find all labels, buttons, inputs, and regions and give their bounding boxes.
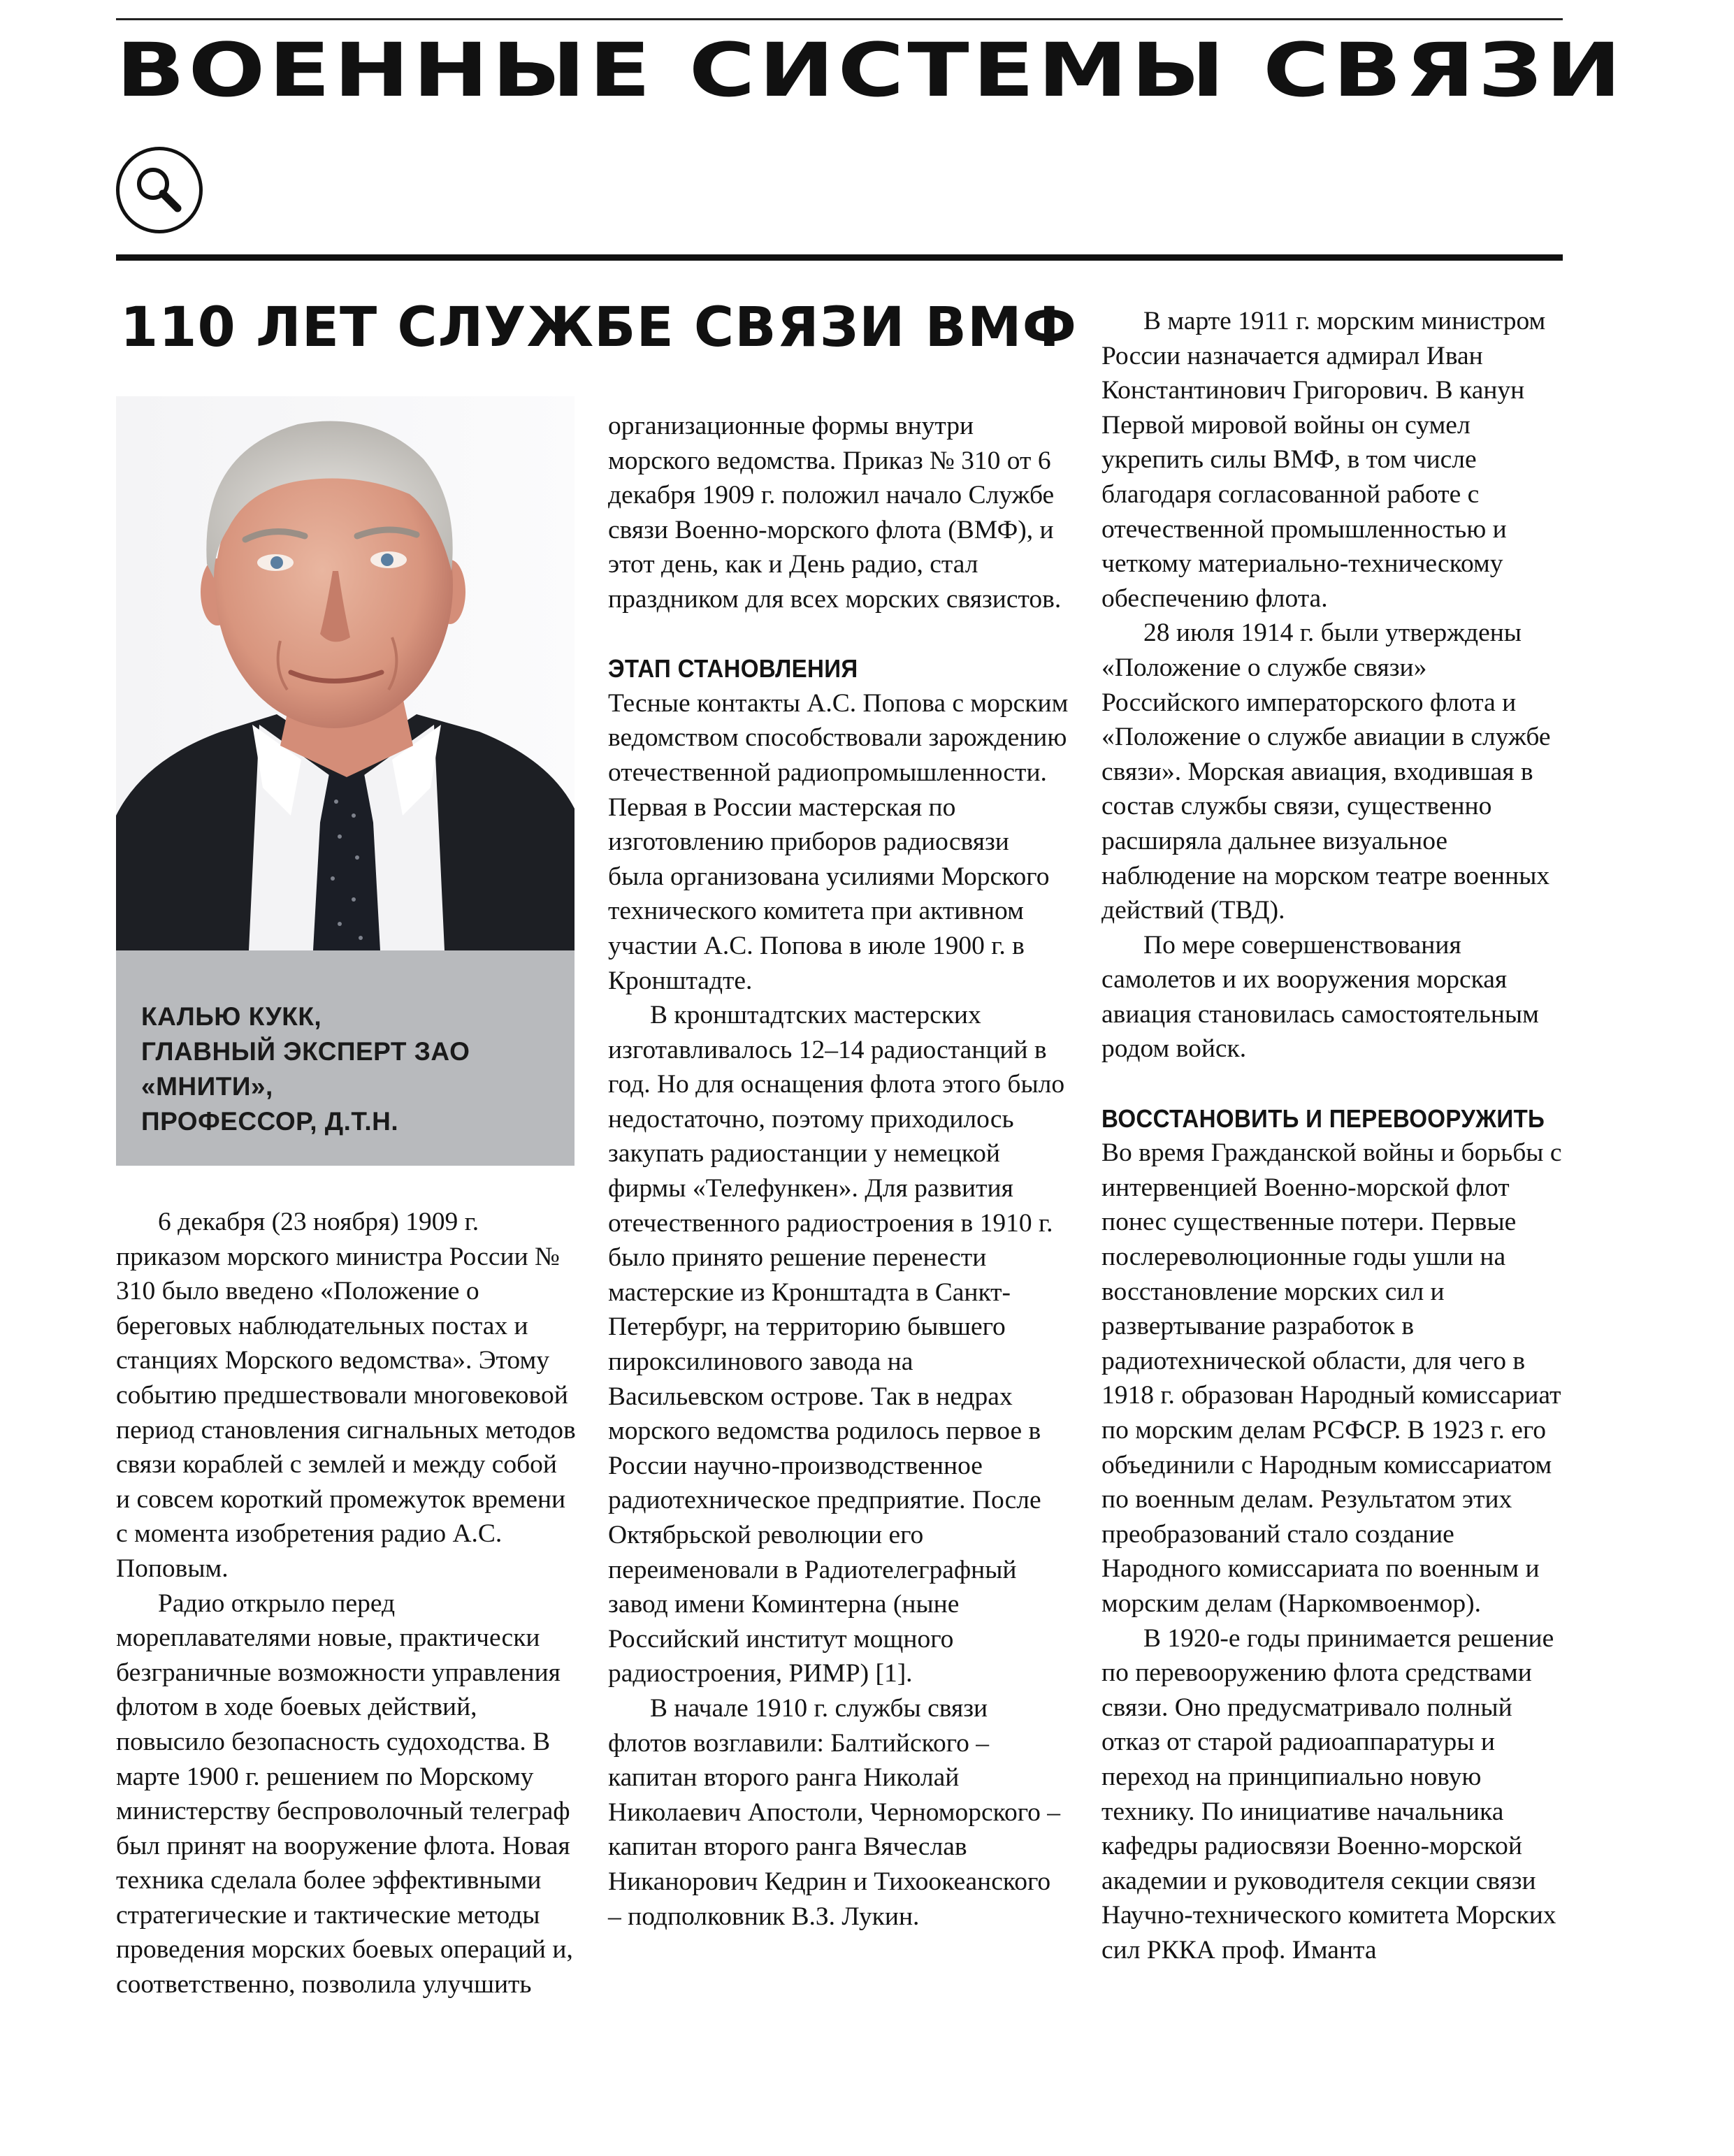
paragraph: В начале 1910 г. службы связи флотов возглавили: Балтийского – капитан второго ранга Николай Николаевич Апостоли, Черноморского – капитан второго ранга Вячеслав Никанорович Кедрин и Тихоокеанского – подполковник В.З. Лукин. — [608, 1693, 1061, 1931]
paragraph: 28 июля 1914 г. были утверждены «Положение о службе связи» Российского императорского флота и «Положение о службе авиации в службе связи». Морская авиация, входившая в состав службы связи, существенно расширяла дальнее визуальное наблюдение на морском театре военных действий (ТВД). — [1101, 618, 1551, 925]
article-title: 110 ЛЕТ СЛУЖБЕ СВЯЗИ ВМФ — [120, 296, 1077, 359]
subheading-stanovlenie: ЭТАП СТАНОВЛЕНИЯ — [608, 654, 858, 683]
section-title: ВОЕННЫЕ СИСТЕМЫ СВЯЗИ — [116, 27, 1625, 113]
paragraph: Тесные контакты А.С. Попова с морским ведомством способствовали зарождению отечественной радиопромышленности. Первая в России мастерская по изготовлению приборов радиосвязи была организована усилиями Морского технического комитета при активном участии А.С. Попова в июле 1900 г. в Кронштадте. — [608, 688, 1069, 995]
author-photo — [116, 396, 575, 950]
paragraph: 6 декабря (23 ноября) 1909 г. приказом морского министра России № 310 было введено «Положение о береговых наблюдательных постах и станциях Морского ведомства». Этому событию предшествовали многовековой период становления сигнальных методов связи кораблей с землей и между собой и совсем короткий промежуток времени с момента изобретения радио А.С. Поповым. — [116, 1208, 576, 1583]
column-2 — [608, 409, 1069, 1934]
author-degree: ПРОФЕССОР, Д.Т.Н. — [141, 1107, 399, 1136]
author-name: КАЛЬЮ КУКК, — [141, 1002, 322, 1031]
column-3 — [1101, 304, 1563, 1968]
header-rule — [116, 254, 1563, 261]
column-1 — [116, 1205, 577, 2002]
search-icon — [131, 162, 187, 218]
paragraph: Радио открыло перед мореплавателями новые, практически безграничные возможности управления флотом в ходе боевых действий, повысило безопасность судоходства. В марте 1900 г. решением по Морскому министерству беспроволочный телеграф был принят на вооружение флота. Новая техника сделала более эффективными стратегические и тактические методы проведения морских боевых операций и, соответственно, позволила улучшить — [116, 1589, 573, 1999]
paragraph: Во время Гражданской войны и борьбы с интервенцией Военно-морской флот понес существенные потери. Первые послереволюционные годы ушли на восстановление морских сил и развертывание разработок в радиотехнической области, для чего в 1918 г. образован Народный комиссариат по морским делам РСФСР. В 1923 г. его объединили с Народным комиссариатом по военным делам. Результатом этих преобразований стало создание Народного комиссариата по военным и морским делам (Наркомвоенмор). — [1101, 1138, 1562, 1618]
search-button[interactable] — [116, 147, 203, 233]
paragraph: В кронштадтских мастерских изготавливалось 12–14 радиостанций в год. Но для оснащения флота этого было недостаточно, поэтому приходилось закупать радиостанции у немецкой фирмы «Телефункен». Для развития отечественного радиостроения в 1910 г. было принято решение перенести мастерские из Кронштадта в Санкт-Петербург, на территорию бывшего пироксилинового завода на Васильевском острове. Так в недрах морского ведомства родилось первое в России научно-производственное радиотехническое предприятие. После Октябрьской революции его переименовали в Радиотелеграфный завод имени Коминтерна (ныне Российский институт мощного радиостроения, РИМР) [1]. — [608, 1001, 1065, 1688]
subheading-perevooruzhit: ВОССТАНОВИТЬ И ПЕРЕВООРУЖИТЬ — [1101, 1104, 1545, 1133]
top-rule — [116, 18, 1563, 20]
paragraph: В марте 1911 г. морским министром России назначается адмирал Иван Константинович Григорович. В канун Первой мировой войны он сумел укрепить силы ВМФ, в том числе благодаря согласованной работе с отечественной промышленностью и четкому материально-техническому обеспечению флота. — [1101, 307, 1546, 613]
author-caption — [116, 950, 575, 1166]
paragraph: По мере совершенствования самолетов и их вооружения морская авиация становилась самостоятельным родом войск. — [1101, 930, 1539, 1064]
paragraph: В 1920-е годы принимается решение по перевооружению флота средствами связи. Оно предусматривало полный отказ от старой радиоаппаратуры и переход на принципиально новую технику. По инициативе начальника кафедры радиосвязи Военно-морской академии и руководителя секции связи Научно-технического комитета Морских сил РККА проф. Иманта — [1101, 1623, 1556, 1965]
author-position: ГЛАВНЫЙ ЭКСПЕРТ ЗАО «МНИТИ», — [141, 1037, 470, 1101]
paragraph: организационные формы внутри морского ведомства. Приказ № 310 от 6 декабря 1909 г. положил начало Службе связи Военно-морского флота (ВМФ), и этот день, как и День радио, стал праздником для всех морских связистов. — [608, 412, 1062, 614]
